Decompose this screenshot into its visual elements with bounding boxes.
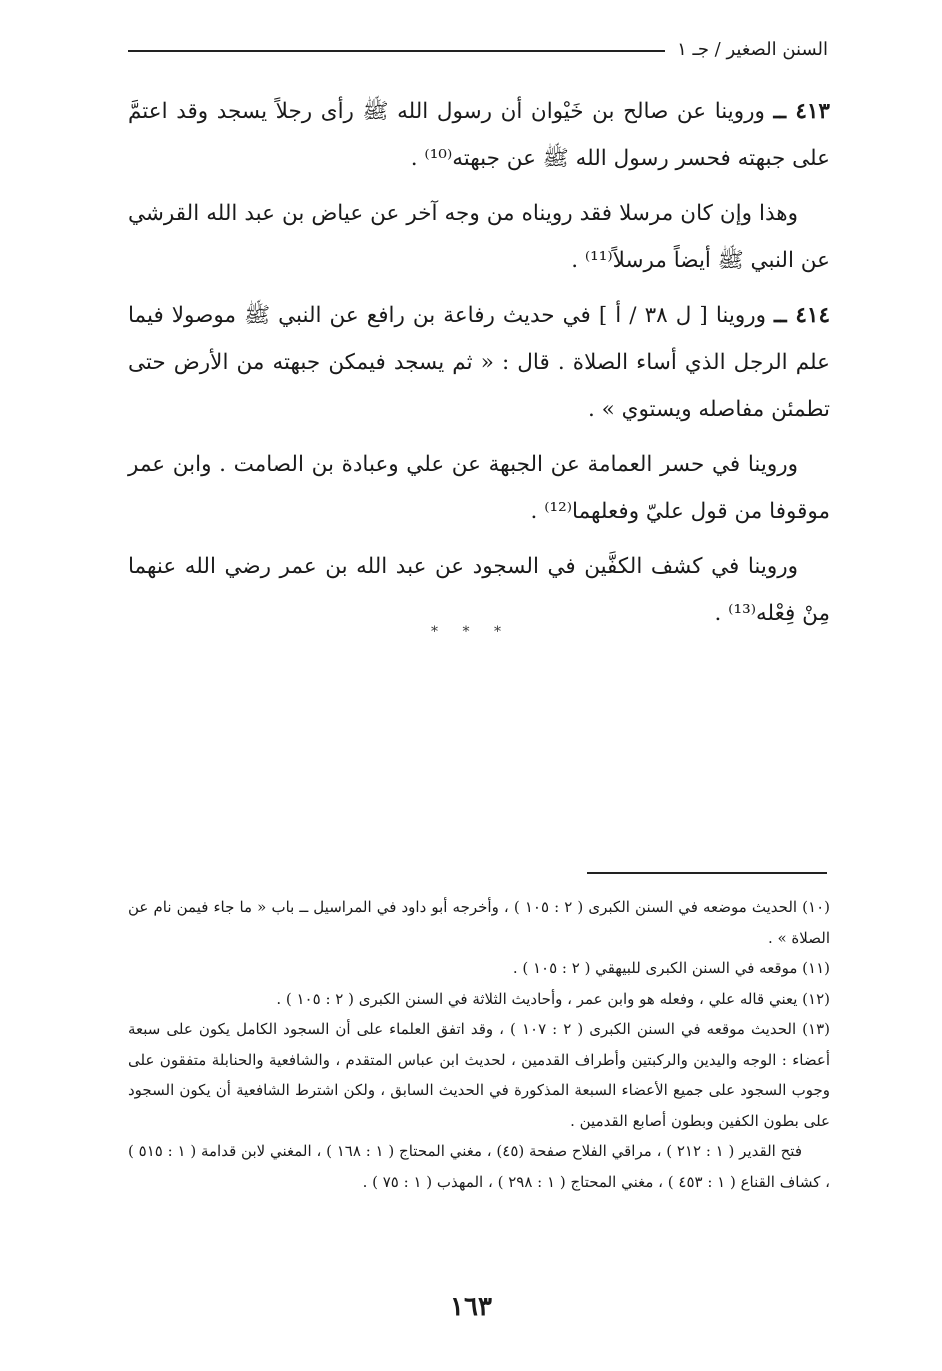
footnote-rule bbox=[587, 872, 827, 874]
paragraph-commentary-1 bbox=[128, 190, 830, 284]
footnote-10: (١٠) الحديث موضعه في السنن الكبرى ( ٢ : ١٠٥ ) ، وأخرجه أبو داود في المراسيل ــ باب « ما جاء فيمن نام عن الصلاة » . bbox=[128, 898, 831, 947]
footnote-12: (١٢) يعني قاله علي ، وفعله هو وابن عمر ، وأحاديث الثلاثة في السنن الكبرى ( ٢ : ١٠٥ ) . bbox=[276, 989, 830, 1008]
running-title: السنن الصغير / جـ ١ bbox=[677, 38, 828, 60]
footnotes bbox=[128, 892, 830, 1197]
paragraph-text: وروينا عن صالح بن خَيْوان أن رسول الله ﷺ رأى رجلاً يسجد وقد اعتمَّ على جبهته فحسر رسول الله ﷺ عن جبهته⁽¹⁰⁾ . bbox=[128, 99, 830, 171]
paragraph-text: وروينا [ ل ٣٨ / أ ] في حديث رفاعة بن رافع عن النبي ﷺ موصولا فيما علم الرجل الذي أساء الصلاة . قال : « ثم يسجد فيمكن جبهته من الأرض حتى تطمئن مفاصله ويستوي » . bbox=[128, 303, 830, 422]
page-number: ١٦٣ bbox=[450, 1292, 492, 1322]
footnote-13: (١٣) الحديث موقعه في السنن الكبرى ( ٢ : ١٠٧ ) ، وقد اتفق العلماء على أن السجود الكامل يكون على سبعة أعضاء : الوجه واليدين والركبتين وأطراف القدمين ، لحديث ابن عباس المتقدم ، والشافعية والحنابلة متفقون على وجوب السجود على جميع الأعضاء السبعة المذكورة في الحديث السابق ، ولكن اشترط الشافعية أن يكون السجود على بطون الكفين وبطون أصابع القدمين . bbox=[128, 1020, 831, 1130]
paragraph-commentary-3 bbox=[128, 543, 830, 637]
section-separator: * * * bbox=[431, 624, 511, 640]
header-rule bbox=[128, 50, 665, 52]
running-header bbox=[128, 34, 828, 64]
paragraph-commentary-2 bbox=[128, 441, 830, 535]
footnote-13-references: فتح القدير ( ١ : ٢١٢ ) ، مراقي الفلاح صفحة (٤٥) ، مغني المحتاج ( ١ : ١٦٨ ) ، المغني لابن قدامة ( ١ : ٥١٥ ) ، كشاف القناع ( ١ : ٤٥٣ ) ، مغني المحتاج ( ١ : ٢٩٨ ) ، المهذب ( ١ : ٧٥ ) . bbox=[128, 1142, 830, 1191]
paragraph-414 bbox=[128, 292, 830, 433]
hadith-number: ٤١٣ ــ bbox=[773, 99, 830, 124]
paragraph-text: وهذا وإن كان مرسلا فقد رويناه من وجه آخر عن عياض بن عبد الله القرشي عن النبي ﷺ أيضاً مرسلاً⁽¹¹⁾ . bbox=[128, 201, 830, 273]
paragraph-text: وروينا في حسر العمامة عن الجبهة عن علي وعبادة بن الصامت . وابن عمر موقوفا من قول عليّ وفعلهما⁽¹²⁾ . bbox=[128, 452, 830, 524]
hadith-number: ٤١٤ ــ bbox=[774, 303, 830, 328]
main-text bbox=[128, 88, 830, 645]
footnote-11: (١١) موقعه في السنن الكبرى للبيهقي ( ٢ : ١٠٥ ) . bbox=[512, 959, 830, 977]
paragraph-text: وروينا في كشف الكفَّين في السجود عن عبد الله بن عمر رضي الله عنهما مِنْ فِعْله⁽¹³⁾ . bbox=[128, 554, 830, 626]
paragraph-413 bbox=[128, 88, 830, 182]
